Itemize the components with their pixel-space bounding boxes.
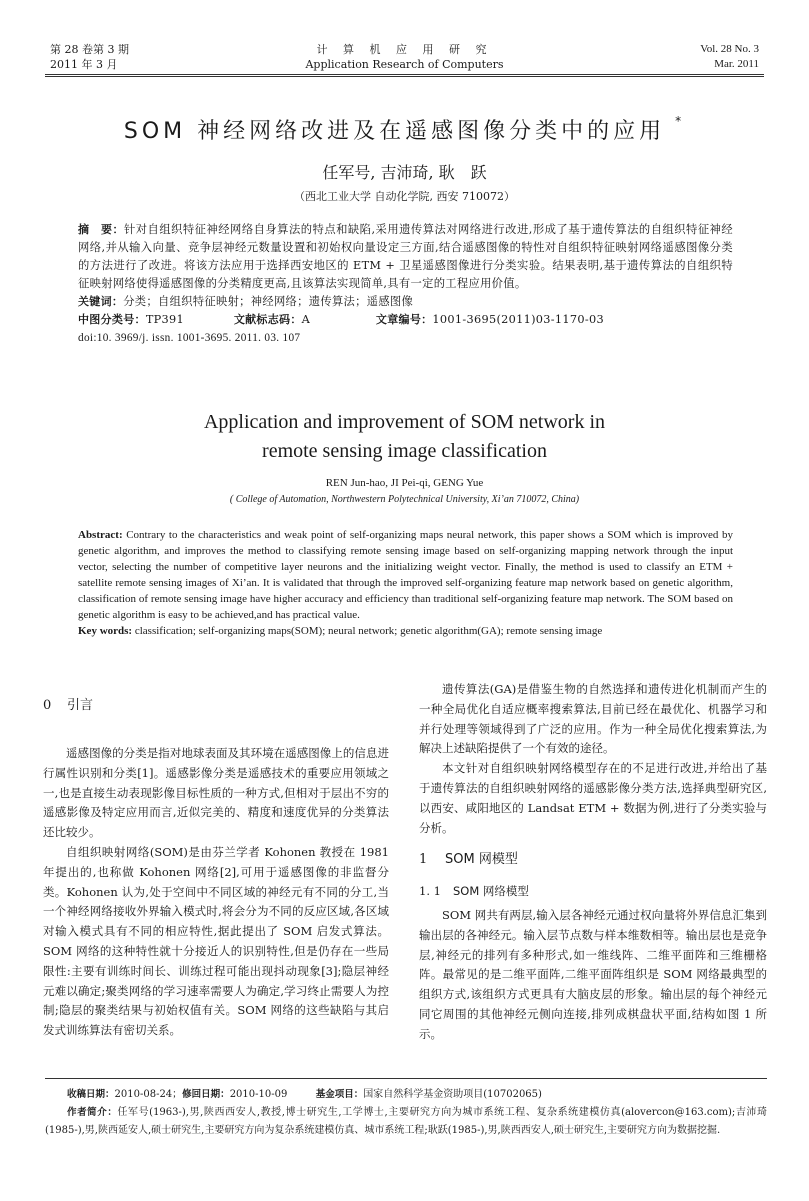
title-en-line1: Application and improvement of SOM network in — [203, 411, 606, 433]
bio-text: 任军号(1963-),男,陕西西安人,教授,博士研究生,工学博士,主要研究方向为城市系统工程、复杂系统建模仿真(alovercon@163.com);吉沛琦(1985-),男,陕西延安人,硕士研究生,主要研究方向为复杂系统建模仿真、城市系统工程;耿跃(1985-),男,陕西西安人,硕士研究生,主要研究方向为数据挖掘. — [45, 1107, 767, 1136]
revised-label: 修回日期： — [182, 1089, 230, 1100]
section-0-heading — [43, 694, 93, 713]
journal-name — [250, 42, 559, 72]
right-column — [419, 680, 767, 1045]
volume-issue: 第 28 卷第 3 期 — [50, 43, 129, 56]
footer-rule — [45, 1078, 767, 1079]
received-label: 收稿日期： — [67, 1089, 115, 1100]
som-paragraph: SOM 网共有两层,输入层各神经元通过权向量将外界信息汇集到输出层的各神经元。输入层节点数与样本维数相等。输出层也是竞争层,神经元的排列有多种形式,如一维线阵、二维平面阵和三维栅格阵。最常见的是二维平面阵,二维平面阵组织是 SOM 网络最典型的组织方式,该组织方式更具有大脑皮层的形象。输出层的每个神经元同它周围的其他神经元侧向连接,排列成棋盘状平面,结构如图 1 所示。 — [419, 907, 767, 1041]
subsection-1-1-heading — [419, 882, 767, 902]
keywords-en-text: classification; self-organizing maps(SOM); neural network; genetic algorithm(GA); remote sensing image — [134, 625, 603, 637]
keywords-en-label: Key words — [78, 625, 129, 637]
abstract-en — [78, 527, 733, 639]
abstract-cn-text: 针对自组织特征神经网络自身算法的特点和缺陷,采用遗传算法对网络进行改进,形成了基于遗传算法的自组织特征神经网络,并从输入向量、竞争层神经元数量设置和初始权向量设定三方面,结合遥感图像的特性对自组织特征映射网络遥感图像分类的方法进行了改进。将该方法应用于选择西安地区的 ETM + 卫星遥感图像进行分类实验。结果表明,基于遗传算法的自组织特征映射网络使得遥感图像的分类精度更高,且该算法实现简单,具有一定的工程应用价值。 — [78, 223, 734, 290]
date-cn: 2011 年 3 月 — [50, 58, 118, 71]
revised-date: 2010-10-09 — [229, 1089, 288, 1100]
paper-title-cn — [40, 114, 769, 145]
keywords-cn — [78, 293, 733, 311]
volume-issue-en: Vol. 28 No. 3 — [700, 43, 759, 55]
journal-name-cn: 计 算 机 应 用 研 究 — [316, 43, 493, 56]
header-rule-2 — [45, 76, 764, 77]
intro-paragraph-1: 遥感图像的分类是指对地球表面及其环境在遥感图像上的信息进行属性识别和分类[1]。遥感影像分类是遥感技术的重要应用领域之一,也是直接生动表现影像目标性质的一种方式,但相对于层出不穷的遥感影像及特定应用而言,近似完美的、精度和速度优异的分类算法还比较少。 — [43, 746, 389, 840]
journal-issue-cn — [50, 42, 129, 72]
doccode-label: 文献标志码： — [233, 313, 302, 326]
received-date: 2010-08-24 — [114, 1089, 173, 1100]
keywords-cn-text: 分类；自组织特征映射；神经网络；遗传算法；遥感图像 — [123, 295, 414, 308]
doi: doi:10. 3969/j. issn. 1001-3695. 2011. 03. 107 — [78, 332, 301, 344]
intro-paragraph-3: 遗传算法(GA)是借鉴生物的自然选择和遗传进化机制而产生的一种全局优化自适应概率搜索算法,目前已经在最优化、机器学习和并行处理等领域得到了广泛的应用。作为一种全局优化搜索算法,为解决上述缺陷提供了一个有效的途径。 — [419, 682, 767, 756]
abstract-cn — [78, 221, 733, 347]
article-no-value: 1001-3695(2011)03-1170-03 — [432, 313, 604, 326]
bio-label: 作者简介： — [67, 1107, 118, 1118]
dates-fund-line: 收稿日期：2010-08-24；修回日期：2010-10-09 基金项目：国家自然科学基金资助项目(10702065) — [67, 1089, 542, 1100]
author-bio — [45, 1104, 767, 1140]
section-1-number: 1 — [419, 852, 428, 868]
left-column — [43, 744, 389, 1041]
intro-paragraph-4: 本文针对自组织映射网络模型存在的不足进行改进,并给出了基于遗传算法的自组织映射网络的遥感影像分类方法,选择典型研究区,以西安、咸阳地区的 Landsat ETM + 数据为例,进行了分类实验与分析。 — [419, 761, 767, 835]
keywords-cn-label: 关键词： — [78, 295, 124, 308]
journal-issue-en — [700, 42, 759, 72]
paper-title-en — [40, 408, 769, 466]
header-rule — [45, 74, 764, 75]
article-no-label: 文章编号： — [375, 313, 433, 326]
subsection-1-1-title: SOM 网络模型 — [453, 884, 529, 899]
abstract-en-para: Abstract: Contrary to the characteristics and weak point of self-organizing maps neural network, this paper shows a SOM which is improved by genetic algorithm, and improves the method to classifying remote sensing image based on self-organizing mapping network through the input vector, selecting the number of competitive layer neurons and the initializing weight vector. Finally, the method is used to classify an ETM + satellite remote sensing images of Xi’an. It is validated that through the improved self-organizing feature map network based on genetic algorithm, classification of remote sensing image have higher accuracy and efficiency than traditional self-organizing feature map network. The SOM based on genetic algorithm is easy to be achieved,and has practical value. — [78, 529, 733, 621]
section-1-title: SOM 网模型 — [445, 852, 518, 868]
section-1-heading — [419, 850, 767, 870]
section-0-title: 引言 — [67, 698, 94, 713]
title-text: SOM 神经网络改进及在遥感图像分类中的应用 — [123, 119, 666, 144]
footnote — [45, 1086, 767, 1140]
abstract-cn-para — [78, 221, 733, 293]
journal-name-en: Application Research of Computers — [305, 58, 504, 71]
title-footnote-mark: * — [675, 114, 686, 128]
clc-label: 中图分类号： — [78, 313, 146, 326]
section-0-number: 0 — [43, 698, 52, 713]
clc-value: TP391 — [145, 313, 185, 326]
abstract-cn-label: 摘 要： — [78, 223, 124, 236]
doccode-value: A — [301, 313, 311, 326]
authors-en: REN Jun-hao, JI Pei-qi, GENG Yue — [325, 477, 484, 489]
affiliation-cn: （西北工业大学 自动化学院, 西安 710072） — [294, 190, 515, 203]
date-en: Mar. 2011 — [714, 58, 759, 70]
abstract-en-text: Contrary to the characteristics and weak point of self-organizing maps neural network, this paper shows a SOM which is improved by genetic algorithm, and improves the method to classifying remote sensing image based on self-organizing mapping network through the input vector, selecting the number of competitive layer neurons and the initializing weight vector. Finally, the method is used to classify an ETM + satellite remote sensing images of Xi’an. It is validated that through the improved self-organizing feature map network based on genetic algorithm, classification of remote sensing image have higher accuracy and efficiency than traditional self-organizing feature map network. The SOM based on genetic algorithm is easy to be achieved,and has practical value. — [78, 529, 733, 621]
title-en-line2: remote sensing image classification — [262, 440, 547, 462]
subsection-1-1-number: 1. 1 — [419, 884, 441, 899]
fund-text: 国家自然科学基金资助项目(10702065) — [363, 1089, 542, 1100]
fund-label: 基金项目： — [315, 1089, 364, 1100]
authors-cn: 任军号, 吉沛琦, 耿 跃 — [322, 163, 487, 182]
keywords-en: Key words: classification; self-organizing maps(SOM); neural network; genetic algorithm(GA); remote sensing image — [78, 625, 603, 637]
classification-line — [78, 311, 733, 329]
intro-paragraph-2: 自组织映射网络(SOM)是由芬兰学者 Kohonen 教授在 1981 年提出的,也称做 Kohonen 网络[2],可用于遥感图像的非监督分类。Kohonen 认为,处于空间中不同区域的神经元有不同的分工,当一个神经网络接收外界输入模式时,将会分为不同的反应区域,各区域对输入模式具有不同的相应特性,据此提出了 SOM 启发式算法。SOM 网络的这种特性就十分接近人的识别特性,但是仍存在一些局限性:主要有训练时间长、训练过程可能出现抖动现象[3];隐层神经元难以确定;聚类网络的学习速率需要人为确定,学习终止需要人为控制;隐层的聚类结果与初始权值有关。SOM 网络的这些缺陷与其启发式训练算法有密切关系。 — [43, 844, 389, 1038]
affiliation-en: ( College of Automation, Northwestern Polytechnical University, Xi’an 710072, China) — [229, 494, 580, 505]
abstract-en-label: Abstract — [78, 529, 119, 541]
